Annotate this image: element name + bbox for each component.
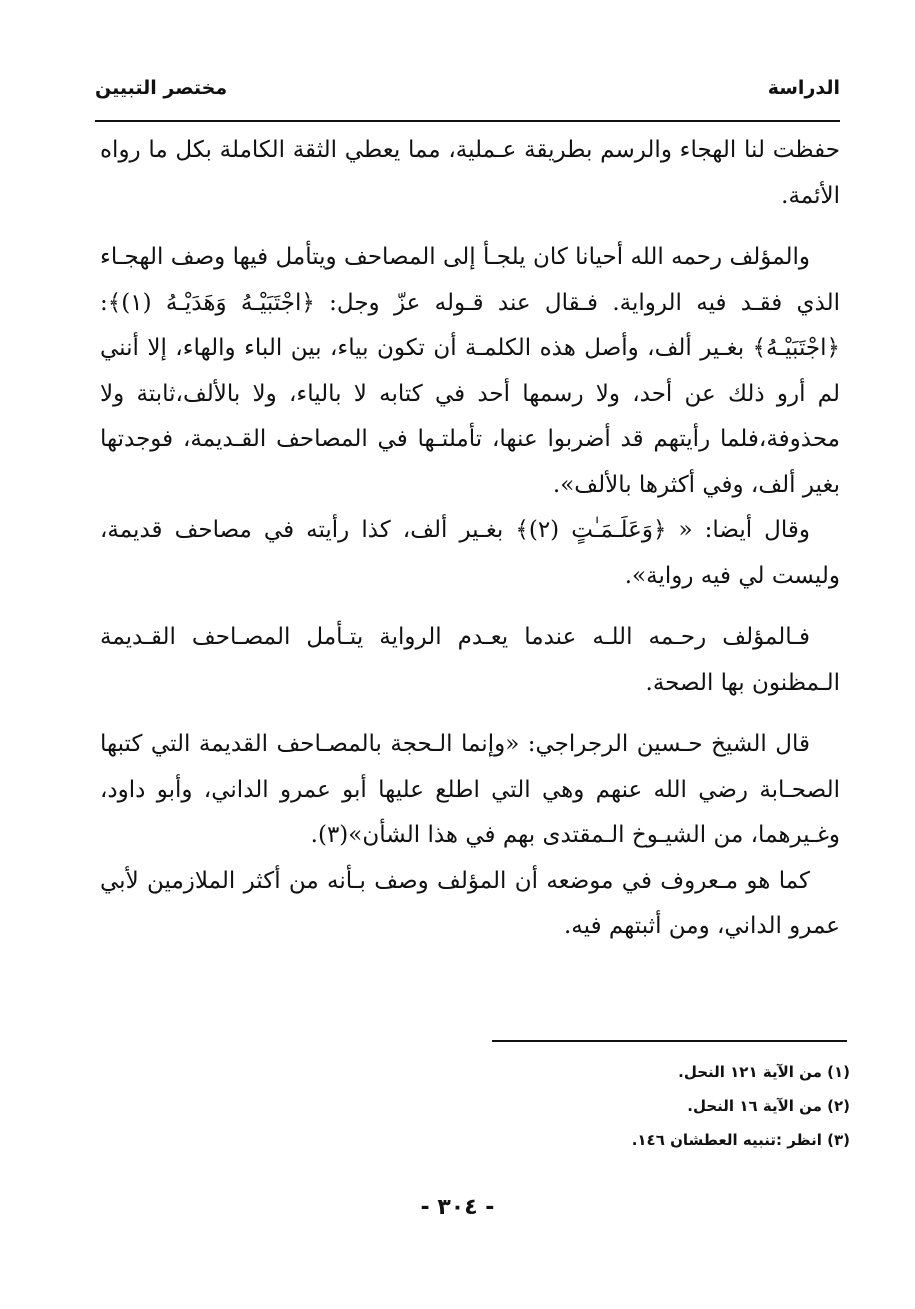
header-divider <box>95 120 840 122</box>
paragraph: كما هو مـعروف في موضعه أن المؤلف وصف بـأنه من أكثر الملازمين لأبي عمرو الداني، ومن أثبتهم فيه. <box>100 867 840 939</box>
page-number: - ٣٠٤ - <box>420 1195 495 1220</box>
header-section-title: الدراسة <box>767 77 840 99</box>
footnote-item: (٢) من الآية ١٦ النحل. <box>687 1097 850 1115</box>
footnote-divider <box>492 1040 847 1042</box>
header-book-title: مختصر التبيين <box>95 77 228 99</box>
paragraph: قال الشيخ حـسين الرجراجي: «وإنما الـحجة بالمصـاحف القديمة التي كتبها الصحـابة رضي الله عنهم وهي التي اطلع عليها أبو عمرو الداني، وأبو داود، وغـيرهما، من الشيـوخ الـمقتدى بهم في هذا الشأن»(٣). <box>100 731 840 848</box>
footnote-item: (١) من الآية ١٢١ النحل. <box>678 1063 850 1081</box>
paragraph: فـالمؤلف رحـمه اللـه عندما يعـدم الرواية يتـأمل المصـاحف القـديمة الـمظنون بها الصحة. <box>100 624 840 696</box>
paragraph: وقال أيضا: « ﴿وَعَلَـمَـٰتٍ (٢)﴾ بغـير ألف، كذا رأيته في مصاحف قديمة، وليست لي فيه رواية». <box>100 517 840 589</box>
paragraph: والمؤلف رحمه الله أحيانا كان يلجـأ إلى المصاحف ويتأمل فيها وصف الهجـاء الذي فقـد فيه الرواية. فـقال عند قـوله عزّ وجل: ﴿اجْتَبَيْـهُ وَهَدَيْـهُ (١)﴾: ﴿اجْتَبَيْـهُ﴾ بغـير ألف، وأصل هذه الكلمـة أن تكون بياء، بين الباء والهاء، إلا أنني لم أرو ذلك عن أحد، ولا رسمها أحد في كتابه لا بالياء، ولا بالألف،ثابتة ولا محذوفة،فلما رأيتهم قد أضربوا عنها، تأملتـها في المصاحف القـديمة، فوجدتها بغير ألف، وفي أكثرها بالألف». <box>100 244 840 498</box>
running-header <box>95 68 840 108</box>
main-text <box>100 128 840 950</box>
paragraph: حفظت لنا الهجاء والرسم بطريقة عـملية، مما يعطي الثقة الكاملة بكل ما رواه الأئمة. <box>100 137 840 209</box>
footnote-item: (٣) انظر :تنبيه العطشان ١٤٦. <box>631 1131 850 1149</box>
footnotes <box>470 1055 850 1157</box>
